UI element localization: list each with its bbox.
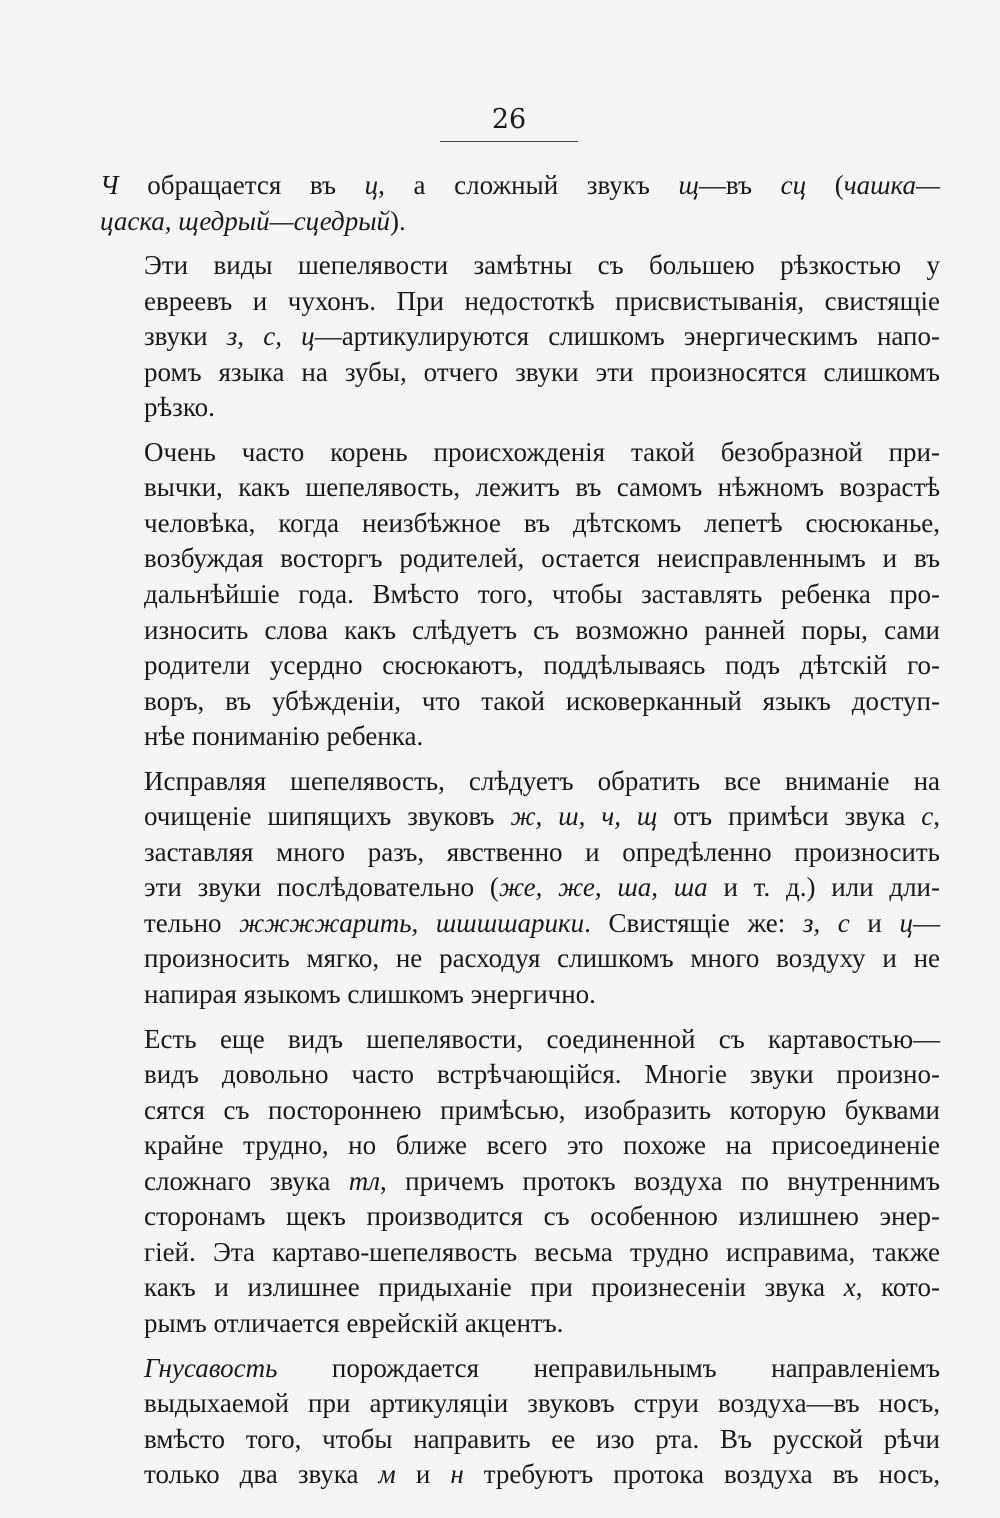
text-line — [100, 1199, 940, 1235]
text-run: Очень часто корень происхожденія такой безобразной при- — [144, 436, 940, 467]
text-line — [100, 577, 940, 613]
page-number: 26 — [440, 104, 578, 142]
text-run: сятся съ постороннею примѣсью, изобразить которую буквами — [144, 1094, 940, 1125]
text-run: , причемъ протокъ воздуха по внутреннимъ — [380, 1165, 941, 1196]
italic-text: сц — [780, 170, 807, 200]
paragraph — [100, 168, 940, 239]
text-line — [100, 1386, 940, 1422]
text-run: гіей. Эта картаво-шепелявость весьма трудно исправима, также — [144, 1236, 940, 1267]
text-line — [100, 1164, 940, 1200]
text-run: вычки, какъ шепелявость, лежитъ въ самомъ нѣжномъ возрастѣ — [144, 472, 940, 503]
text-line — [100, 1306, 940, 1342]
text-run: Эти виды шепелявости замѣтны съ большею рѣзкостью у — [144, 250, 940, 281]
text-line — [100, 648, 940, 684]
text-run: требуютъ протока воздуха въ носъ, — [463, 1459, 941, 1490]
italic-text: Гнусавость — [144, 1352, 278, 1383]
text-run: эти звуки послѣдовательно ( — [144, 872, 499, 903]
italic-text: ц — [364, 170, 379, 200]
text-run: дальнѣйшіе года. Вмѣсто того, чтобы заставлять ребенка про- — [144, 579, 940, 610]
paragraph — [100, 1022, 940, 1342]
text-run: отъ примѣси звука — [657, 801, 922, 832]
text-line — [100, 248, 940, 284]
text-run: звуки — [144, 321, 227, 352]
text-run: человѣка, когда неизбѣжное въ дѣтскомъ лепетѣ сюсюканье, — [144, 507, 940, 538]
text-run: произносить мягко, не расходуя слишкомъ много воздуху и не — [144, 943, 940, 974]
text-run: и т. д.) или дли- — [707, 872, 941, 903]
italic-text: цаска, щедрый—сцедрый — [100, 205, 390, 236]
text-run: какъ и излишнее придыханіе при произнесеніи звука — [144, 1272, 844, 1303]
text-line — [100, 764, 940, 800]
text-line — [100, 870, 940, 906]
text-run: только два звука — [144, 1459, 379, 1490]
text-run: —въ — [698, 170, 781, 200]
text-run: , кото- — [855, 1272, 940, 1303]
text-run: сложнаго звука — [144, 1165, 349, 1196]
italic-text: н — [450, 1459, 464, 1490]
text-line — [100, 1270, 940, 1306]
text-run: ( — [806, 170, 844, 200]
italic-text: Ч — [100, 170, 119, 200]
text-line — [100, 1457, 940, 1493]
text-run: износить слова какъ слѣдуетъ съ возможно ранней поры, сами — [144, 614, 940, 645]
text-run: и — [849, 907, 900, 938]
italic-text: ц — [899, 907, 913, 938]
text-run: ). — [390, 205, 406, 236]
text-line — [100, 1093, 940, 1129]
text-line — [100, 613, 940, 649]
paragraph — [100, 435, 940, 755]
body-text — [100, 168, 940, 1502]
text-run: евреевъ и чухонъ. При недостоткѣ присвистыванія, свистящіе — [144, 285, 940, 316]
text-run: рымъ отличается еврейскій акцентъ. — [144, 1307, 564, 1338]
text-run: . Свистящіе же: — [584, 907, 803, 938]
text-run: родители усердно сюсюкаютъ, поддѣлываясь подъ дѣтскій го- — [144, 650, 940, 681]
text-run: порождается неправильнымъ направленіемъ — [277, 1352, 940, 1383]
text-line — [100, 470, 940, 506]
paragraph — [100, 248, 940, 426]
text-run: , а сложный звукъ — [378, 170, 679, 200]
text-run: и — [395, 1459, 451, 1490]
italic-text: жжжжарить, шшшшарики — [239, 907, 585, 938]
text-run: обращается въ — [118, 170, 365, 200]
text-run: возбуждая восторгъ родителей, остается неисправленнымъ и въ — [144, 543, 940, 574]
text-run: рѣзко. — [144, 392, 215, 423]
text-line — [100, 284, 940, 320]
text-run: —артикулируются слишкомъ энергическимъ напо- — [314, 321, 940, 352]
text-line — [100, 506, 940, 542]
italic-text: з, с — [802, 907, 850, 938]
paragraph — [100, 1351, 940, 1493]
text-run: Есть еще видъ шепелявости, соединенной съ картавостью— — [144, 1023, 940, 1054]
text-line — [100, 1128, 940, 1164]
text-line — [100, 1351, 940, 1387]
italic-text: з, с, ц — [226, 321, 315, 352]
text-run: выдыхаемой при артикуляціи звуковъ струи воздуха—въ носъ, — [144, 1388, 940, 1419]
italic-text: ж, ш, ч, щ — [510, 801, 658, 832]
italic-text: чашка— — [843, 170, 940, 200]
text-line — [100, 355, 940, 391]
text-line — [100, 719, 940, 755]
text-line — [100, 390, 940, 426]
text-run: сторонамъ щекъ производится съ особенною излишнею энер- — [144, 1201, 940, 1232]
italic-text: с — [921, 801, 934, 832]
text-run: тельно — [144, 907, 240, 938]
text-line — [100, 684, 940, 720]
text-line — [100, 1022, 940, 1058]
text-run: воръ, въ убѣжденіи, что такой исковерканный языкъ доступ- — [144, 685, 940, 716]
text-run: ромъ языка на зубы, отчего звуки эти произносятся слишкомъ — [144, 356, 940, 387]
text-run: видъ довольно часто встрѣчающійся. Многіе звуки произно- — [144, 1059, 940, 1090]
italic-text: тл — [348, 1165, 380, 1196]
text-line — [100, 204, 940, 240]
italic-text: х — [843, 1272, 856, 1303]
text-run: Исправляя шепелявость, слѣдуетъ обратить все вниманіе на — [144, 765, 940, 796]
text-line — [100, 541, 940, 577]
paragraph — [100, 764, 940, 1013]
text-line — [100, 799, 940, 835]
text-run: — — [912, 907, 940, 938]
text-line — [100, 168, 940, 204]
text-line — [100, 1235, 940, 1271]
text-line — [100, 319, 940, 355]
text-line — [100, 1422, 940, 1458]
text-run: напирая языкомъ слишкомъ энергично. — [144, 979, 596, 1010]
text-line — [100, 941, 940, 977]
text-run: , — [933, 801, 940, 832]
text-line — [100, 1057, 940, 1093]
text-run: нѣе пониманію ребенка. — [144, 721, 424, 752]
italic-text: щ — [678, 170, 699, 200]
text-line — [100, 835, 940, 871]
text-run: очищеніе шипящихъ звуковъ — [144, 801, 511, 832]
text-line — [100, 435, 940, 471]
text-run: заставляя много разъ, явственно и опредѣленно произносить — [144, 836, 940, 867]
italic-text: же, же, ша, ша — [498, 872, 708, 903]
text-line — [100, 906, 940, 942]
text-line — [100, 977, 940, 1013]
text-run: крайне трудно, но ближе всего это похоже на присоединеніе — [144, 1130, 940, 1161]
italic-text: м — [378, 1459, 396, 1490]
text-run: вмѣсто того, чтобы направить ее изо рта. Въ русской рѣчи — [144, 1423, 940, 1454]
